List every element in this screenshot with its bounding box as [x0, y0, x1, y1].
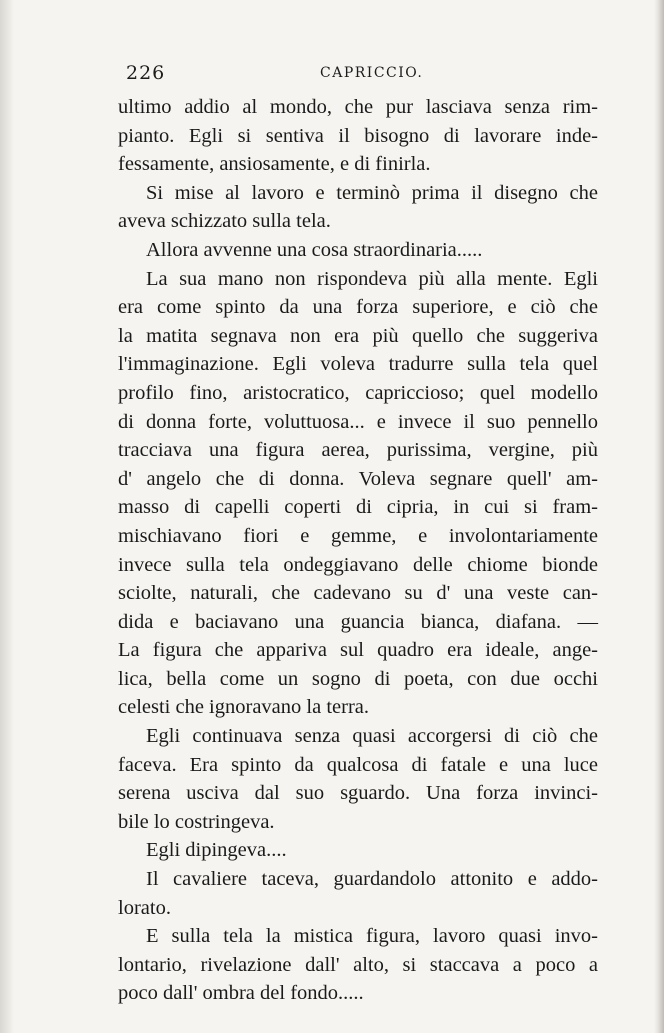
text-line: Il cavaliere taceva, guardandolo attonito e addo-	[146, 868, 598, 891]
text-line: celesti che ignoravano la terra.	[118, 696, 369, 719]
text-line: era come spinto da una forza superiore, e ciò che	[118, 296, 598, 319]
text-line: bile lo costringeva.	[118, 810, 275, 833]
text-line: l'immaginazione. Egli voleva tradurre sulla tela quel	[118, 353, 598, 376]
text-line: lica, bella come un sogno di poeta, con due occhi	[118, 667, 598, 690]
running-title: CAPRICCIO.	[320, 65, 424, 81]
text-line: fessamente, ansiosamente, e di finirla.	[118, 153, 431, 176]
text-line: d' angelo che di donna. Voleva segnare quell' am-	[118, 467, 598, 490]
text-line: Egli continuava senza quasi accorgersi di ciò che	[146, 725, 598, 748]
page-edge-shadow	[654, 0, 664, 1033]
text-line: sciolte, naturali, che cadevano su d' una veste can-	[118, 582, 598, 605]
text-line: masso di capelli coperti di cipria, in cui si fram-	[118, 496, 598, 519]
text-line: mischiavano fiori e gemme, e involontariamente	[118, 524, 598, 547]
text-line: invece sulla tela ondeggiavano delle chiome bionde	[118, 553, 598, 576]
text-line: lorato.	[118, 896, 171, 919]
text-line: poco dall' ombra del fondo.....	[118, 982, 364, 1005]
text-line: Egli dipingeva....	[146, 839, 287, 862]
text-line: profilo fino, aristocratico, capriccioso; quel modello	[118, 381, 598, 404]
text-line: dida e baciavano una guancia bianca, diafana. —	[118, 610, 598, 633]
text-line: ultimo addio al mondo, che pur lasciava senza rim-	[118, 96, 598, 118]
text-line: La sua mano non rispondeva più alla mente. Egli	[146, 267, 598, 290]
text-line: E sulla tela la mistica figura, lavoro quasi invo-	[146, 925, 598, 948]
text-line: Allora avvenne una cosa straordinaria.....	[146, 238, 483, 261]
page-gutter-shadow	[0, 0, 14, 1033]
text-line: Si mise al lavoro e terminò prima il disegno che	[146, 181, 598, 204]
text-line: faceva. Era spinto da qualcosa di fatale e una luce	[118, 753, 598, 776]
text-line: La figura che appariva sul quadro era ideale, ange-	[118, 639, 598, 662]
text-line: tracciava una figura aerea, purissima, vergine, più	[118, 439, 598, 462]
text-line: pianto. Egli si sentiva il bisogno di lavorare inde-	[118, 124, 598, 147]
text-line: la matita segnava non era più quello che suggeriva	[118, 324, 598, 347]
body-text	[118, 93, 598, 1008]
text-line: di donna forte, voluttuosa... e invece il suo pennello	[118, 410, 598, 433]
text-line: lontario, rivelazione dall' alto, si staccava a poco a	[118, 953, 598, 976]
text-line: aveva schizzato sulla tela.	[118, 210, 331, 233]
text-line: serena usciva dal suo sguardo. Una forza invinci-	[118, 782, 598, 805]
page-number: 226	[126, 62, 166, 84]
running-head	[118, 62, 598, 86]
